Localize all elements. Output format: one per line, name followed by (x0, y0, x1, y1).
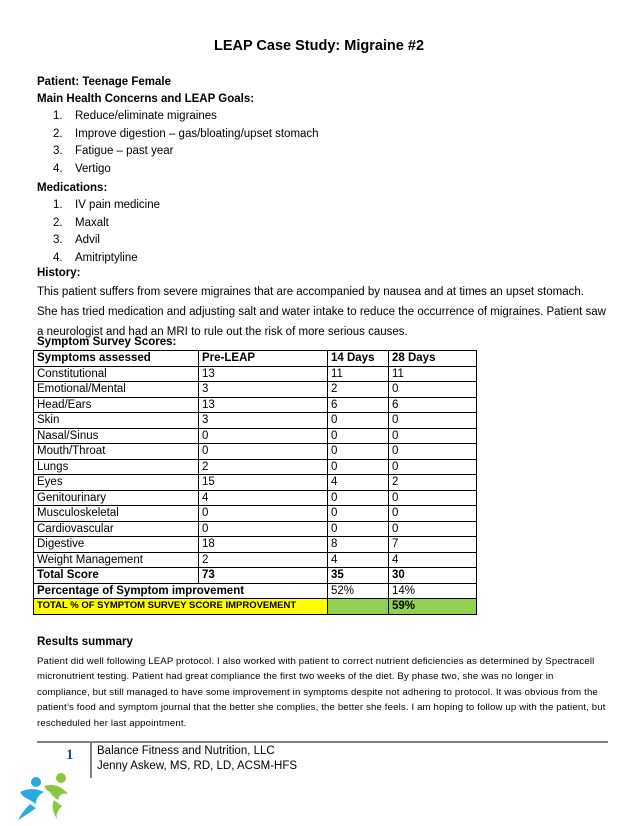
table-cell: 0 (328, 428, 389, 444)
table-row (34, 490, 477, 506)
table-cell: Lungs (34, 459, 199, 475)
table-cell: 0 (389, 428, 477, 444)
goals-list (37, 108, 607, 178)
list-number: 4. (53, 162, 63, 175)
table-cell: Emotional/Mental (34, 382, 199, 398)
table-cell: 14% (389, 583, 477, 599)
table-cell (328, 599, 389, 615)
list-text: Amitriptyline (75, 251, 138, 264)
list-item (37, 215, 607, 233)
table-cell: 0 (199, 428, 328, 444)
table-cell: 4 (328, 552, 389, 568)
medications-heading: Medications: (37, 182, 108, 194)
list-item (37, 197, 607, 215)
table-cell: 30 (389, 568, 477, 584)
document-title: LEAP Case Study: Migraine #2 (213, 38, 425, 54)
table-cell: 4 (328, 475, 389, 491)
table-cell: 0 (328, 521, 389, 537)
table-cell: 0 (328, 444, 389, 460)
table-cell: 73 (199, 568, 328, 584)
table-cell: 18 (199, 537, 328, 553)
table-cell: 0 (389, 459, 477, 475)
table-cell: 13 (199, 397, 328, 413)
table-cell: Skin (34, 413, 199, 429)
table-cell: Head/Ears (34, 397, 199, 413)
table-body (34, 366, 477, 568)
summary-heading: Results summary (37, 636, 133, 648)
list-text: Vertigo (75, 162, 111, 175)
table-cell: 7 (389, 537, 477, 553)
final-improvement-row (34, 599, 477, 615)
column-header: Symptoms assessed (34, 351, 199, 367)
table-row (34, 397, 477, 413)
history-text: This patient suffers from severe migraines that are accompanied by nausea and at times an upset stomach. She has tried medication and adjusting salt and water intake to reduce the occurrence of migraines. Patient saw a neurologist and had an MRI to rule out the risk of more serious causes. (37, 286, 606, 338)
page-number: 1 (66, 747, 74, 763)
column-header: 28 Days (389, 351, 477, 367)
table-cell: 8 (328, 537, 389, 553)
column-header: Pre-LEAP (199, 351, 328, 367)
table-cell: 0 (328, 413, 389, 429)
list-item (37, 143, 607, 161)
table-cell: Nasal/Sinus (34, 428, 199, 444)
table-cell: 3 (199, 413, 328, 429)
table-cell: 0 (389, 521, 477, 537)
table-cell: Genitourinary (34, 490, 199, 506)
table-row (34, 475, 477, 491)
list-text: IV pain medicine (75, 199, 161, 211)
table-cell: 59% (389, 599, 477, 615)
table-cell: 6 (328, 397, 389, 413)
list-text: Advil (75, 234, 100, 246)
table-row (34, 552, 477, 568)
table-row (34, 413, 477, 429)
list-number: 2. (53, 127, 63, 140)
table-cell: 0 (199, 521, 328, 537)
table-cell: Constitutional (34, 366, 199, 382)
footer-text (97, 744, 297, 774)
table-row (34, 366, 477, 382)
table-cell: 6 (389, 397, 477, 413)
table-cell: 0 (389, 382, 477, 398)
list-number: 3. (53, 145, 63, 157)
table-cell: Percentage of Symptom improvement (34, 583, 328, 599)
table-cell: Digestive (34, 537, 199, 553)
table-cell: 0 (389, 490, 477, 506)
footer-vertical-divider (90, 743, 92, 778)
list-number: 1. (53, 199, 63, 211)
table-cell: Eyes (34, 475, 199, 491)
column-header: 14 Days (328, 351, 389, 367)
table-cell: Cardiovascular (34, 521, 199, 537)
table-row (34, 459, 477, 475)
table-cell: 0 (389, 444, 477, 460)
table-cell: 4 (199, 490, 328, 506)
list-number: 2. (53, 216, 63, 229)
table-row (34, 382, 477, 398)
scores-heading: Symptom Survey Scores: (37, 336, 177, 348)
list-number: 4. (53, 251, 63, 264)
table-row (34, 428, 477, 444)
footer-divider (37, 741, 608, 743)
footer-author: Jenny Askew, MS, RD, LD, ACSM-HFS (97, 760, 298, 772)
goals-heading: Main Health Concerns and LEAP Goals: (37, 93, 255, 105)
table-cell: 11 (389, 366, 477, 382)
table-row (34, 444, 477, 460)
table-row (34, 521, 477, 537)
table-cell: Weight Management (34, 552, 199, 568)
table-cell: 11 (328, 366, 389, 382)
figures-logo-icon (14, 770, 84, 822)
table-cell: 0 (389, 506, 477, 522)
total-row (34, 568, 477, 584)
medications-list (37, 197, 607, 267)
list-item (37, 232, 607, 250)
table-cell: TOTAL % OF SYMPTOM SURVEY SCORE IMPROVEMENT (34, 599, 328, 615)
table-row (34, 537, 477, 553)
table-cell: 4 (389, 552, 477, 568)
percentage-row (34, 583, 477, 599)
table-cell: 0 (389, 413, 477, 429)
footer-company: Balance Fitness and Nutrition, LLC (97, 745, 275, 757)
table-cell: 2 (389, 475, 477, 491)
symptom-scores-table (33, 350, 477, 615)
patient-line: Patient: Teenage Female (37, 76, 171, 88)
summary-text: Patient did well following LEAP protocol. I also worked with patient to correct nutrient deficiencies as determined by Spectracell micronutrient testing. Patient had great compliance the first two weeks of the diet. By phase two, she was no longer in compliance, but still managed to have some improvement in symptoms despite not adhering to protocol. It was obvious from the patient’s food and symptom journal that the better she complies, the better she feels. I am hoping to follow up with the patient, but rescheduled her last appointment. (37, 656, 606, 729)
table-cell: 35 (328, 568, 389, 584)
table-row (34, 506, 477, 522)
history-heading: History: (37, 267, 81, 279)
table-cell: 13 (199, 366, 328, 382)
table-cell: 2 (199, 459, 328, 475)
medications-block (37, 180, 607, 342)
table-cell: 0 (328, 459, 389, 475)
list-item (37, 250, 607, 268)
table-cell: 0 (328, 506, 389, 522)
patient-block (37, 74, 607, 178)
list-text: Maxalt (75, 216, 109, 229)
list-text: Reduce/eliminate migraines (75, 110, 217, 122)
table-cell: 0 (199, 444, 328, 460)
table-cell: 0 (199, 506, 328, 522)
list-text: Improve digestion – gas/bloating/upset stomach (75, 127, 319, 140)
list-number: 1. (53, 110, 63, 122)
table-cell: 2 (328, 382, 389, 398)
table-cell: Mouth/Throat (34, 444, 199, 460)
list-item (37, 126, 607, 144)
table-cell: Total Score (34, 568, 199, 584)
list-text: Fatigue – past year (75, 145, 174, 157)
table-cell: 3 (199, 382, 328, 398)
table-cell: 2 (199, 552, 328, 568)
table-cell: 52% (328, 583, 389, 599)
table-cell: Musculoskeletal (34, 506, 199, 522)
table-cell: 0 (328, 490, 389, 506)
list-item (37, 161, 607, 179)
list-number: 3. (53, 234, 63, 246)
table-header-row (34, 351, 477, 367)
list-item (37, 108, 607, 126)
table-cell: 15 (199, 475, 328, 491)
